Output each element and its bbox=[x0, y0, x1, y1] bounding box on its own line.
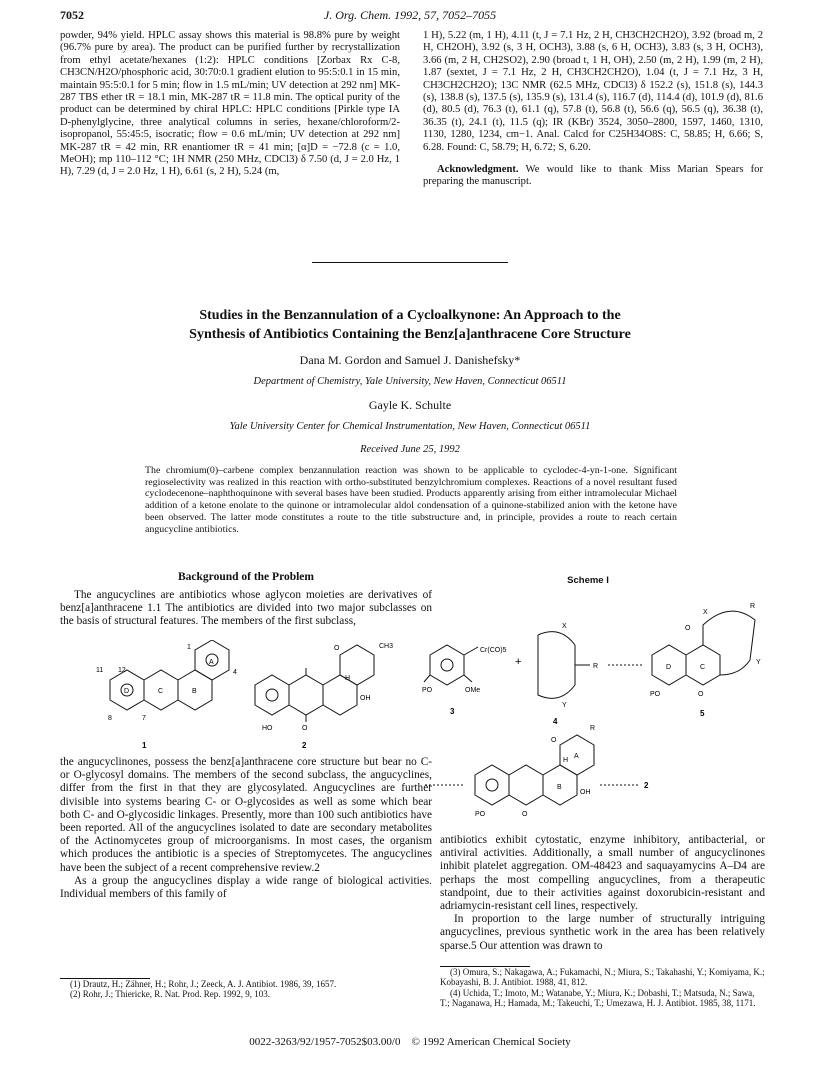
article-title bbox=[60, 306, 760, 344]
footnote-2: (2) Rohr, J.; Thiericke, R. Nat. Prod. Rep. 1992, 9, 103. bbox=[70, 989, 270, 1000]
c5-x: X bbox=[703, 609, 708, 616]
plus-sign: + bbox=[515, 656, 522, 668]
title-line-1: Studies in the Benzannulation of a Cycloalkynone: An Approach to the bbox=[199, 308, 621, 323]
scheme-title: Scheme I bbox=[567, 575, 609, 586]
footnotes-left bbox=[60, 978, 432, 1000]
experimental-text-right: 1 H), 5.22 (m, 1 H), 4.11 (t, J = 7.1 Hz, 2 H, CH3CH2CH2O), 3.92 (broad m, 2 H, CH2OH), 3.92 (s, 3 H, OCH3), 3.88 (s, 6 H, OCH3), 3.83 (s, 3 H, OCH3), 3.66 (m, 2 H, CH2SO2), 2.90 (broad t, 1 H, OH), 2.50 (m, 2 H), 1.99 (m, 2 H), 1.87 (sextet, J = 7.1 Hz, 2 H, CH3CH2CH2O), 1.04 (t, J = 7.1 Hz, 3 H, CH3CH2CH2O); 13C NMR (62.5 MHz, CDCl3) δ 152.2 (s), 151.8 (s), 144.3 (s), 138.8 (s), 137.5 (s), 135.9 (s), 131.4 (s), 116.7 (d), 114.4 (d), 101.9 (d), 81.6 (d), 80.5 (d), 76.3 (t), 61.1 (q), 57.8 (t), 56.8 (t), 56.6 (q), 56.5 (q), 36.38 (t), 36.35 (t), 24.1 (t), 11.5 (q); IR (KBr) 3524, 3050–2800, 1597, 1460, 1310, 1130, 1280, 1234, cm−1. Anal. Calcd for C25H34O8S: C, 58.85; H, 6.66; S, 6.28. Found: C, 58.79; H, 6.72; S, 6.20. bbox=[423, 30, 763, 153]
c3-chromium: Cr(CO)5 bbox=[480, 647, 507, 654]
affiliation-2: Yale University Center for Chemical Instrumentation, New Haven, Connecticut 06511 bbox=[229, 421, 591, 432]
compound-1-structure bbox=[110, 640, 229, 710]
background-body-right bbox=[440, 834, 765, 953]
compound-6-structure bbox=[475, 735, 594, 805]
c1-ring-b: B bbox=[192, 688, 197, 695]
c5-r: R bbox=[750, 603, 756, 610]
journal-citation: J. Org. Chem. 1992, 57, 7052–7055 bbox=[323, 8, 497, 22]
c1-ring-d: D bbox=[124, 688, 130, 695]
scheme-1-diagram bbox=[420, 590, 765, 830]
c3-ome: OMe bbox=[465, 687, 481, 694]
authors-2: Gayle K. Schulte bbox=[368, 398, 452, 412]
c2-ho: HO bbox=[262, 725, 273, 732]
article-separator bbox=[312, 262, 508, 263]
c3-po: PO bbox=[422, 687, 433, 694]
affiliation-1: Department of Chemistry, Yale University, New Haven, Connecticut 06511 bbox=[253, 376, 567, 387]
background-para-1-block bbox=[60, 589, 432, 629]
c5-ring-c: C bbox=[700, 664, 706, 671]
compound-5-label: 5 bbox=[700, 709, 705, 718]
c6-r: R bbox=[590, 725, 596, 732]
experimental-text-left: powder, 94% yield. HPLC assay shows this material is 98.8% pure by weight (96.7% pure by area). The product can be purified further by recrystallization from ethyl acetate/hexanes (1:2): HPLC conditions [Zorbax Rx C-8, CH3CN/H2O/phosphoric acid, 30:70:0.1 gradient elution to 95:5:0.1 in 15 min, maintain 95:5:0.1 for 5 min; flow in 1.5 mL/min; UV detection at 292 nm] MK-287 TBS ether tR = 18.1 min, MK-287 tR = 11.8 min. The optical purity of the product can be determined by chiral HPLC: HPLC conditions [Pirkle type IA D-phenylglycine, three analytical columns in series, hexane/chloroform/2-isopropanol, 55:45:5, isocratic; flow = 0.6 mL/min; UV detection at 292 nm] MK-287 tR = 42 min, RR enantiomer tR = 41 min; [α]D = −72.8 (c = 1.0, MeOH); mp 110–112 °C; 1H NMR (250 MHz, CDCl3) δ 7.50 (d, J = 2.0 Hz, 1 H), 7.29 (d, J = 2.0 Hz, 1 H), 6.61 (s, 2 H), 5.24 (m, bbox=[60, 30, 400, 178]
page-footer bbox=[60, 1036, 760, 1048]
running-header bbox=[60, 8, 760, 24]
c4-x: X bbox=[562, 623, 567, 630]
c5-y: Y bbox=[756, 659, 761, 666]
c5-ketone-o: O bbox=[685, 625, 691, 632]
compound-1-label: 1 bbox=[142, 741, 147, 750]
c5-quinone-o: O bbox=[698, 691, 704, 698]
acknowledgment bbox=[423, 164, 763, 189]
c1-ring-c: C bbox=[158, 688, 164, 695]
page-number: 7052 bbox=[60, 8, 84, 22]
c6-oh: OH bbox=[580, 789, 591, 796]
compound-2-structure bbox=[255, 645, 374, 722]
target-compound-label: 2 bbox=[644, 781, 649, 790]
c6-quinone-o: O bbox=[522, 811, 528, 818]
copyright: © 1992 American Chemical Society bbox=[411, 1036, 571, 1048]
c1-ring-a: A bbox=[209, 659, 214, 666]
compound-5-structure bbox=[652, 611, 755, 685]
c2-h: H bbox=[345, 675, 351, 682]
compound-4-structure bbox=[538, 632, 590, 699]
authors-1: Dana M. Gordon and Samuel J. Danishefsky* bbox=[299, 353, 521, 367]
c6-ring-b: B bbox=[557, 784, 562, 791]
c6-ring-a: A bbox=[574, 753, 579, 760]
footnotes-right bbox=[440, 966, 765, 1009]
c6-ketone-o: O bbox=[551, 737, 557, 744]
received-date: Received June 25, 1992 bbox=[360, 444, 460, 455]
c1-num-11: 11 bbox=[96, 667, 104, 674]
c5-po: PO bbox=[650, 691, 661, 698]
acknowledgment-label: Acknowledgment. bbox=[437, 164, 519, 176]
compound-3-structure bbox=[424, 645, 478, 685]
background-para-4: antibiotics exhibit cytostatic, enzyme inhibitory, antibacterial, or antiviral activities. Additionally, a small number of angucyclinones inhibit platelet aggregation. OM-48423 and saquayamycins A–D4 are perhaps the most compelling angucyclines, from a therapeutic standpoint, due to their activities against doxorubicin-resistant and adriamycin-resistant cell lines, respectively. bbox=[440, 834, 765, 913]
c4-y: Y bbox=[562, 702, 567, 709]
c5-ring-d: D bbox=[666, 664, 672, 671]
c2-quinone-o: O bbox=[302, 725, 308, 732]
c6-h: H bbox=[563, 757, 569, 764]
c2-ketone-o: O bbox=[334, 645, 340, 652]
compound-2-label: 2 bbox=[302, 741, 307, 750]
compound-4-label: 4 bbox=[553, 717, 558, 726]
previous-article-left-column bbox=[60, 30, 400, 179]
article-code: 0022-3263/92/1957-7052$03.00/0 bbox=[249, 1036, 401, 1048]
c4-r: R bbox=[593, 663, 599, 670]
acknowledgment-text: We would like to thank Miss Marian Spears for preparing the manuscript. bbox=[423, 164, 763, 188]
background-para-2: the angucyclinones, possess the benz[a]anthracene core structure but bear no C- or O-glycosyl domains. The members of the second subclass, the angucyclines, differ from the first in that they are glycosylated. Angucyclines are further divisible into systems bearing C- or O-glycosides as well as some which bear both C- and O-glycosidic linkages. Presently, more than 100 such antibiotics have been reported. All of the angucyclines isolated to date are secondary metabolites of the Actinomycetes group of microorganisms. In most cases, the organism which produces the antibiotic is a species of Streptomycetes. The angucyclines have been the subject of a recent comprehensive review.2 bbox=[60, 756, 432, 874]
c1-num-7: 7 bbox=[142, 715, 146, 722]
c1-num-8: 8 bbox=[108, 715, 112, 722]
section-heading: Background of the Problem bbox=[178, 571, 314, 583]
c1-num-4: 4 bbox=[233, 669, 237, 676]
title-line-2: Synthesis of Antibiotics Containing the Benz[a]anthracene Core Structure bbox=[189, 327, 631, 342]
c6-po: PO bbox=[475, 811, 486, 818]
background-para-1: The angucyclines are antibiotics whose aglycon moieties are derivatives of benz[a]anthracene 1.1 The antibiotics are divided into two major subclasses on the basis of structural features. The members of the first subclass, bbox=[60, 589, 432, 628]
compounds-1-2-structures bbox=[90, 640, 410, 755]
compound-3-label: 3 bbox=[450, 707, 455, 716]
background-para-5: In proportion to the large number of structurally intriguing angucyclines, previous synthetic work in the area has been relatively sparse.5 Our attention was drawn to bbox=[440, 913, 765, 952]
background-body-left bbox=[60, 756, 432, 901]
footnote-1: (1) Drautz, H.; Zähner, H.; Rohr, J.; Zeeck, A. J. Antibiot. 1986, 39, 1657. bbox=[70, 979, 337, 989]
background-para-3: As a group the angucyclines display a wide range of biological activities. Individual members of this family of bbox=[60, 874, 432, 901]
c2-oh: OH bbox=[360, 695, 371, 702]
footnote-4: (4) Uchida, T.; Imoto, M.; Watanabe, Y.; Miura, K.; Dobashi, T.; Matsuda, N.; Sawa, T.; Naganawa, H.; Hamada, M.; Takeuchi, T.; Umezawa, H. J. Antibiot. 1985, 38, 1171. bbox=[440, 987, 756, 1009]
previous-article-right-column bbox=[423, 30, 763, 189]
abstract: The chromium(0)–carbene complex benzannulation reaction was shown to be applicable to cyclodec-4-yn-1-one. Significant regioselectivity was realized in this reaction with ortho-substituted benzylchromium complexes. Reactions of a novel resultant fused cyclodecenone–naphthoquinone with several bases have been studied. Products apparently arising from either intramolecular Michael addition of a ketone enolate to the quinone or intramolecular aldol condensation of a quinone-stabilized anion with the ketone have been observed. The latter mode constitutes a route to the title substructure and, in principle, provides a route to reach certain angucycline antibiotics. bbox=[145, 465, 677, 535]
c2-methyl: CH3 bbox=[379, 643, 394, 650]
footnote-3: (3) Omura, S.; Nakagawa, A.; Fukamachi, N.; Miura, S.; Takahashi, Y.; Komiyama, K.; Kobayashi, B. J. Antibiot. 1988, 41, 812. bbox=[440, 967, 765, 988]
c1-num-12: 12 bbox=[118, 667, 126, 674]
c1-num-1: 1 bbox=[187, 644, 191, 651]
